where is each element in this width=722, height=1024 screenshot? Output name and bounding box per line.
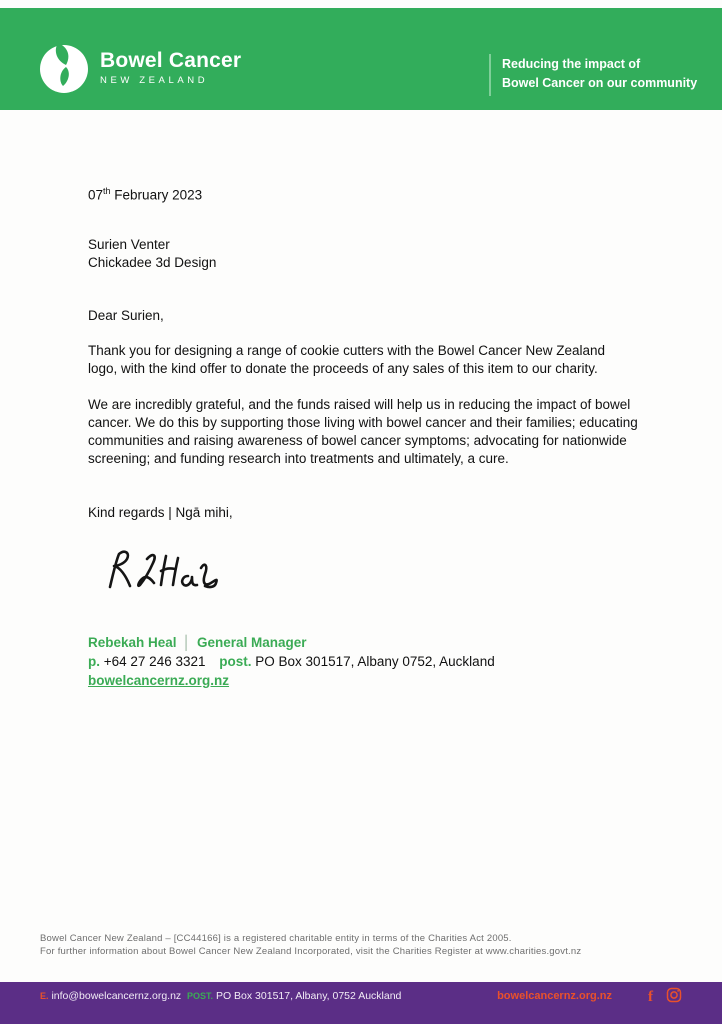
signature-contact-block	[88, 633, 495, 690]
closing-line: Kind regards | Ngā mihi,	[88, 505, 233, 520]
tagline	[502, 55, 697, 93]
sender-identity-line	[88, 633, 495, 652]
legal-line1: Bowel Cancer New Zealand – [CC44166] is a registered charitable entity in terms of the Charities Act 2005.	[40, 933, 512, 944]
footer-contact-line	[40, 982, 401, 1010]
letterhead-banner	[0, 8, 722, 110]
website-link[interactable]: bowelcancernz.org.nz	[88, 673, 230, 688]
tagline-line2: Bowel Cancer on our community	[502, 76, 698, 90]
post-label: post.	[219, 654, 252, 669]
footer-bar	[0, 982, 722, 1024]
recipient-block	[88, 236, 638, 272]
body-paragraph-2: We are incredibly grateful, and the funds raised will help us in reducing the impact of bowel cancer. We do this by supporting those living with bowel cancer and their families; educating communities and raising awareness of bowel cancer symptoms; advocating for nationwide screening; and funding research into treatments and ultimately, a cure.	[88, 397, 638, 466]
logo-wordmark	[100, 50, 241, 86]
sender-title: General Manager	[196, 635, 307, 650]
date-day: 07	[88, 187, 104, 203]
footer-website-link[interactable]: bowelcancernz.org.nz	[497, 990, 612, 1002]
post-address: PO Box 301517, Albany 0752, Auckland	[255, 654, 495, 669]
tagline-line1: Reducing the impact of	[502, 57, 641, 71]
recipient-name: Surien Venter	[88, 237, 170, 252]
facebook-icon[interactable]: f	[648, 988, 653, 1005]
footer-email[interactable]: info@bowelcancernz.org.nz	[51, 990, 182, 1002]
social-icons	[648, 987, 682, 1006]
handwritten-signature	[102, 546, 222, 598]
body-paragraph-1: Thank you for designing a range of cookie cutters with the Bowel Cancer New Zealand logo, with the kind offer to donate the proceeds of any sales of this item to our charity.	[88, 343, 606, 376]
pipe-divider: │	[182, 635, 191, 650]
salutation: Dear Surien,	[88, 308, 164, 323]
phone-label: p.	[88, 654, 100, 669]
phone-post-line	[88, 652, 495, 671]
date-ordinal-suffix: th	[103, 186, 111, 196]
footer-email-label: E.	[40, 991, 49, 1001]
tagline-divider	[489, 54, 491, 96]
recipient-company: Chickadee 3d Design	[88, 255, 217, 270]
footer-post-label: POST.	[187, 991, 214, 1001]
logo-subtitle: NEW ZEALAND	[100, 75, 209, 86]
letter-date	[88, 182, 638, 205]
footer-address: PO Box 301517, Albany, 0752 Auckland	[215, 990, 402, 1002]
phone-number: +64 27 246 3321	[103, 654, 206, 669]
logo-title: Bowel Cancer	[100, 49, 242, 72]
instagram-icon[interactable]	[666, 987, 682, 1006]
sender-name: Rebekah Heal	[88, 635, 177, 650]
charity-registration-note	[40, 933, 581, 958]
legal-line2: For further information about Bowel Cancer New Zealand Incorporated, visit the Charities Register at www.charities.govt.nz	[40, 945, 582, 957]
bowel-cancer-koru-logo-icon	[38, 42, 90, 94]
date-rest: February 2023	[110, 187, 203, 203]
